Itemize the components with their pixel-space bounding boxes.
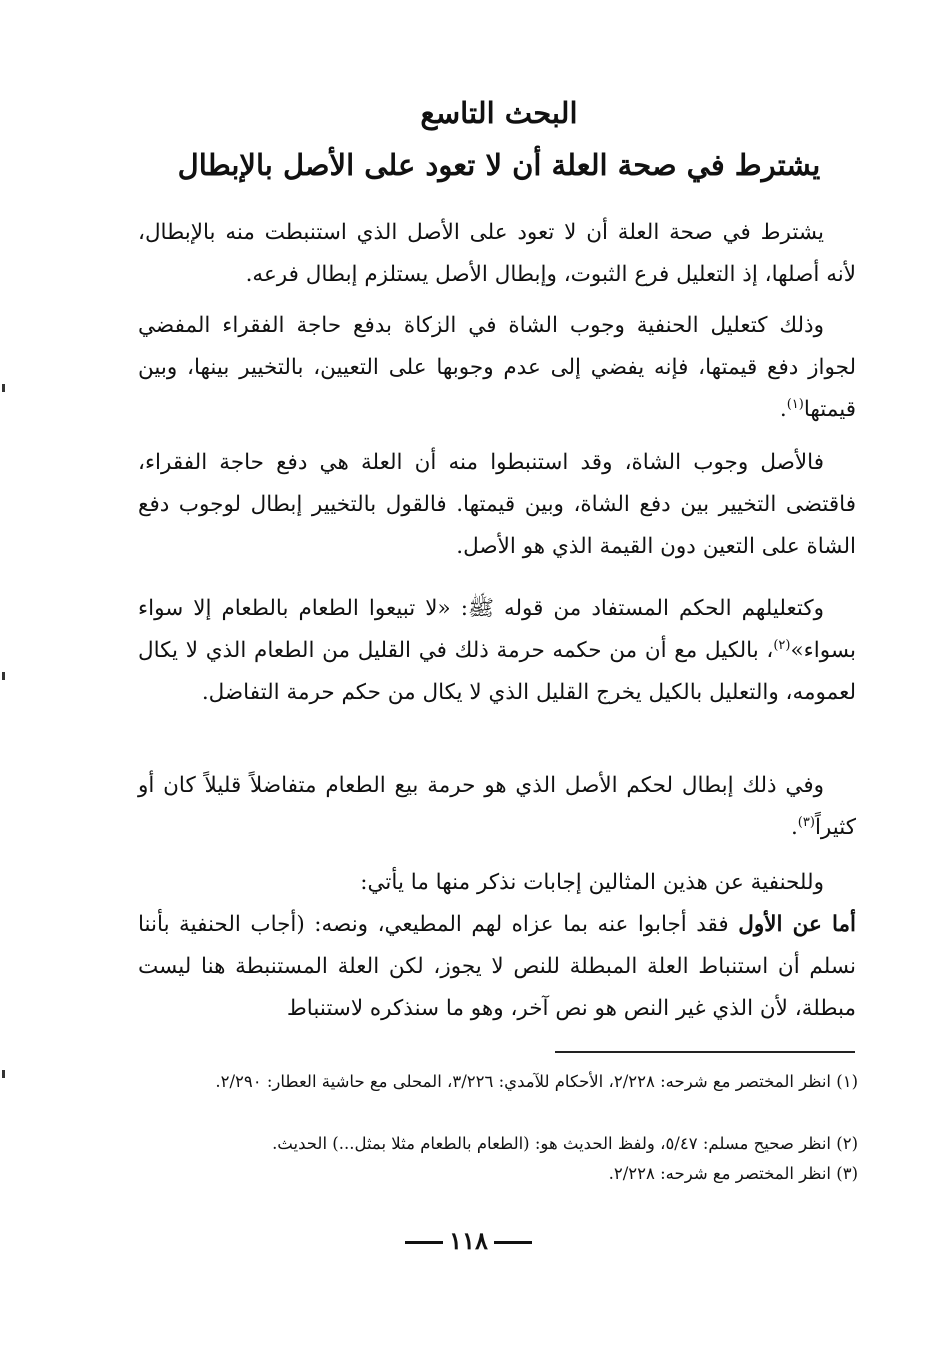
paragraph-3 — [138, 442, 856, 568]
paragraph-6-text: وللحنفية عن هذين المثالين إجابات نذكر منها ما يأتي: — [360, 870, 824, 895]
paragraph-2-text: وذلك كتعليل الحنفية وجوب الشاة في الزكاة بدفع حاجة الفقراء المفضي لجواز دفع قيمتها، فإنه يفضي إلى عدم وجوبها على التعيين، بالتخيير بينها، وبين قيمتها — [138, 313, 856, 422]
footnote-ref-3[interactable]: (٣) — [797, 814, 815, 830]
footnote-separator — [555, 1051, 855, 1053]
footnote-2: (٢) انظر صحيح مسلم: ٥/٤٧، ولفظ الحديث هو: (الطعام بالطعام مثلا بمثل...) الحديث. — [272, 1134, 858, 1153]
section-title: البحث التاسع — [420, 96, 578, 130]
scan-edge-mark — [2, 384, 5, 392]
footnote-1: (١) انظر المختصر مع شرحه: ٢/٢٢٨، الأحكام للآمدي: ٣/٢٢٦، المحلى مع حاشية العطار: ٢/٢٩٠. — [215, 1072, 858, 1091]
page-number-value: ١١٨ — [449, 1226, 488, 1255]
page-number — [0, 1226, 937, 1255]
paragraph-7 — [138, 904, 856, 1030]
page-number-dash-right — [405, 1241, 443, 1244]
paragraph-3-text: فالأصل وجوب الشاة، وقد استنبطوا منه أن العلة هي دفع حاجة الفقراء، فاقتضى التخيير بين دفع الشاة، وبين قيمتها. فالقول بالتخيير إبطال لوجوب دفع الشاة على التعين دون القيمة الذي هو الأصل. — [138, 450, 856, 559]
footnote-ref-2[interactable]: (٢) — [773, 637, 791, 653]
paragraph-6 — [138, 862, 856, 904]
paragraph-1-text: يشترط في صحة العلة أن لا تعود على الأصل الذي استنبطت منه بالإبطال، لأنه أصلها، إذ التعليل فرع الثبوت، وإبطال الأصل يستلزم إبطال فرعه. — [138, 220, 856, 287]
paragraph-7-text: فقد أجابوا عنه بما عزاه لهم المطيعي، ونصه: (أجاب الحنفية بأننا نسلم أن استنباط العلة المبطلة للنص لا يجوز، لكن العلة المستنبطة هنا ليست مبطلة، لأن الذي غير النص هو نص آخر، وهو ما سنذكره لاستنباط — [138, 912, 856, 1021]
paragraph-4-text-b: ، بالكيل مع أن من حكمه حرمة ذلك في القليل من الطعام الذي لا يكال لعمومه، والتعليل بالكيل يخرج القليل الذي لا يكال من حكم حرمة التفاضل. — [138, 638, 856, 705]
section-subtitle: يشترط في صحة العلة أن لا تعود على الأصل بالإبطال — [177, 148, 821, 182]
paragraph-2-end: . — [779, 397, 787, 422]
paragraph-7-lead: أما عن الأول — [738, 912, 856, 937]
paragraph-5 — [138, 765, 856, 849]
page-number-dash-left — [494, 1241, 532, 1244]
paragraph-1 — [138, 212, 856, 296]
paragraph-4-text-a: وكتعليلهم الحكم المستفاد من قوله ﷺ: «لا تبيعوا الطعام بالطعام إلا سواء بسواء» — [138, 596, 856, 663]
paragraph-2 — [138, 305, 856, 431]
paragraph-5-end: . — [790, 815, 798, 840]
footnote-ref-1[interactable]: (١) — [786, 396, 804, 412]
paragraph-5-text: وفي ذلك إبطال لحكم الأصل الذي هو حرمة بيع الطعام متفاضلاً قليلاً كان أو كثيراً — [138, 773, 856, 840]
footnote-3: (٣) انظر المختصر مع شرحه: ٢/٢٢٨. — [608, 1164, 858, 1183]
paragraph-4 — [138, 588, 856, 714]
scan-edge-mark — [2, 1070, 5, 1078]
scan-edge-mark — [2, 672, 5, 680]
